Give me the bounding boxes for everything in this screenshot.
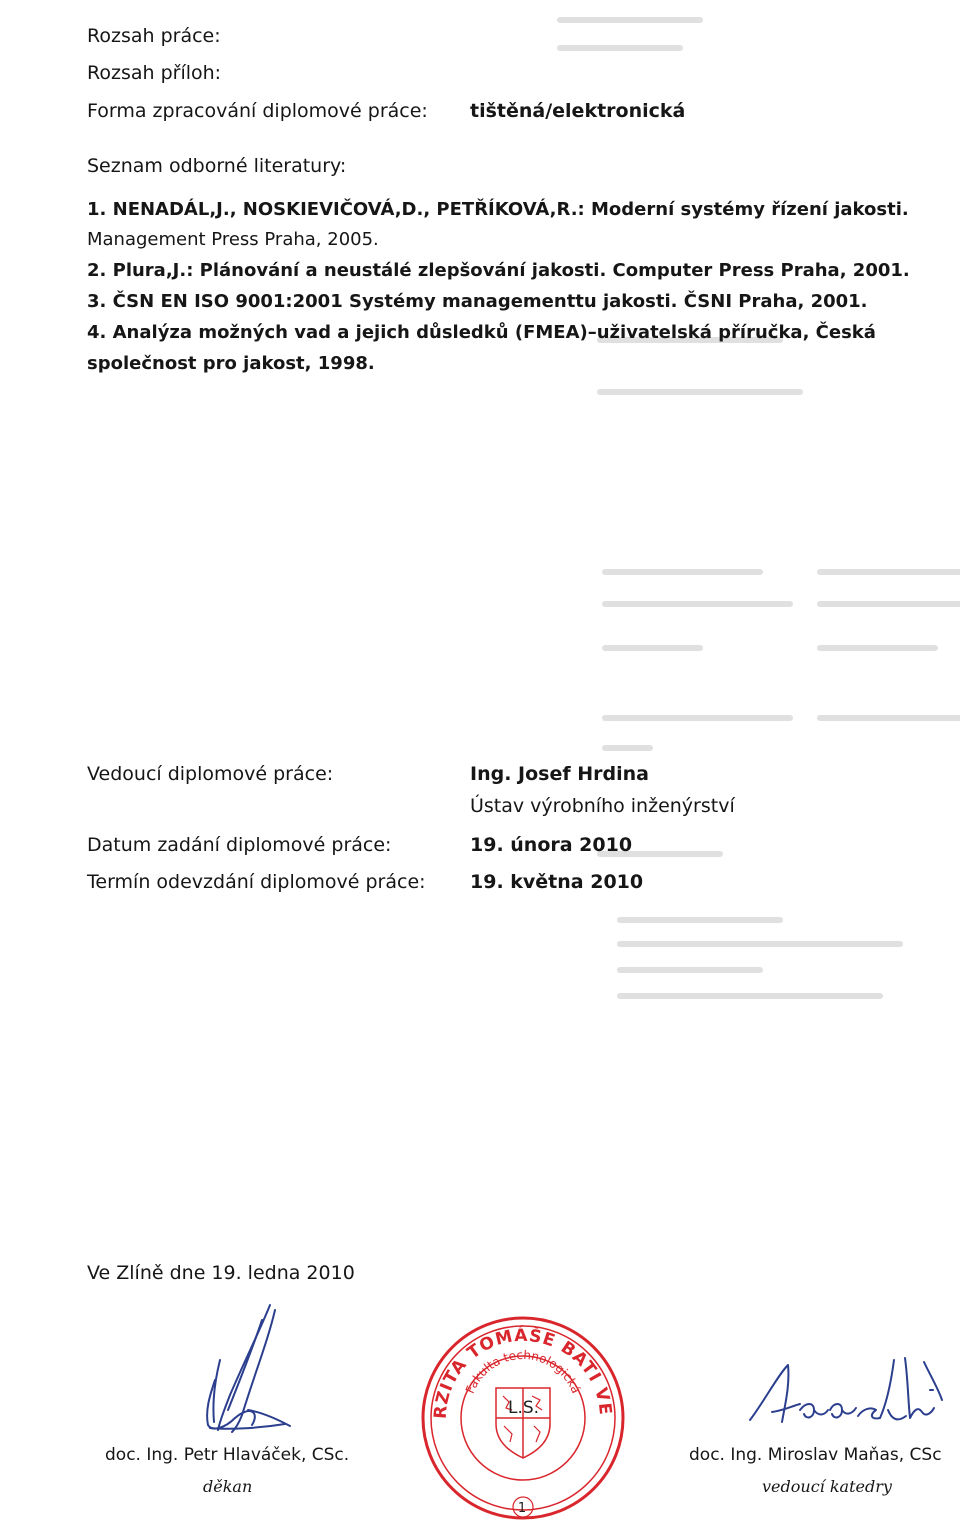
dean-signature (190, 1300, 300, 1440)
supervisor-department: Ústav výrobního inženýrství (470, 795, 735, 817)
literature-heading: Seznam odborné literatury: (87, 155, 347, 177)
form-value: tištěná/elektronická (470, 100, 686, 122)
scope-work-label: Rozsah práce: (87, 25, 221, 47)
deadline-label: Termín odevzdání diplomové práce: (87, 871, 426, 893)
literature-item-4: 4. Analýza možných vad a jejich důsledků (FMEA)–uživatelská příručka, Česká (87, 322, 876, 343)
head-role: vedoucí katedry (762, 1477, 892, 1496)
form-label: Forma zpracování diplomové práce: (87, 100, 428, 122)
stamp-inner-text: Fakulta technologická (462, 1347, 584, 1396)
literature-item-3: 3. ČSN EN ISO 9001:2001 Systémy managementtu jakosti. ČSNI Praha, 2001. (87, 291, 868, 312)
head-name: doc. Ing. Miroslav Maňas, CSc (689, 1445, 942, 1465)
stamp-outer-text: UNIVERZITA TOMÁŠE BATI VE ZLÍNĚ (410, 1285, 616, 1420)
literature-item-2: 2. Plura,J.: Plánování a neustálé zlepšování jakosti. Computer Press Praha, 2001. (87, 260, 910, 281)
head-signature (730, 1340, 960, 1440)
dean-name: doc. Ing. Petr Hlaváček, CSc. (105, 1445, 350, 1465)
stamp-number: 1 (517, 1501, 527, 1516)
supervisor-name: Ing. Josef Hrdina (470, 763, 649, 785)
place-date: Ve Zlíně dne 19. ledna 2010 (87, 1262, 355, 1284)
literature-item-1-cont: Management Press Praha, 2005. (87, 229, 379, 250)
literature-item-1: 1. NENADÁL,J., NOSKIEVIČOVÁ,D., PETŘÍKOVÁ,R.: Moderní systémy řízení jakosti. (87, 199, 909, 220)
dean-role: děkan (203, 1477, 253, 1496)
date-assigned-value: 19. února 2010 (470, 834, 633, 856)
date-assigned-label: Datum zadání diplomové práce: (87, 834, 392, 856)
scope-attachments-label: Rozsah příloh: (87, 62, 222, 84)
literature-item-4-cont: společnost pro jakost, 1998. (87, 353, 375, 374)
deadline-value: 19. května 2010 (470, 871, 644, 893)
stamp-ls-mark: L.S. (508, 1398, 540, 1418)
supervisor-label: Vedoucí diplomové práce: (87, 763, 334, 785)
